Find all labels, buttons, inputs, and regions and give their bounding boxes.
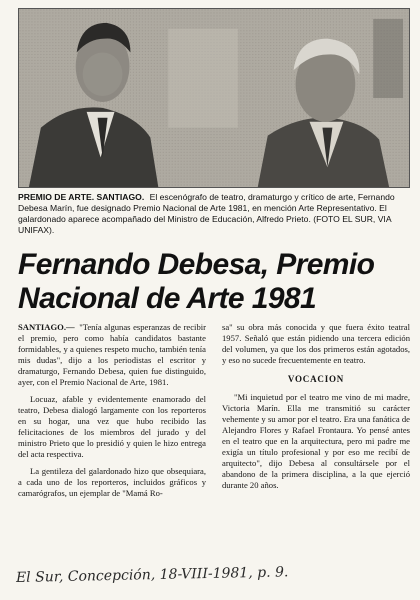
article-column-right	[222, 322, 410, 497]
article-paragraph-continued: sa" su obra más conocida y que fuera éxito teatral 1957. Señaló que están pidiendo una tercera edición del volumen, ya que los dos primeros están agotados, y eso no sucede frecuentemente en teatro.	[222, 322, 410, 365]
photo-caption	[18, 192, 410, 236]
subheading: VOCACION	[287, 374, 345, 384]
caption-text: El escenógrafo de teatro, dramaturgo y crítico de arte, Fernando Debesa Marín, fue designado Premio Nacional de Arte 1981, en mención Arte Representativo. El galardonado aparece acompañado del Ministro de Educación, Alfredo Prieto. (FOTO EL SUR, VIA UNIFAX).	[18, 192, 395, 235]
headline: Fernando Debesa, Premio Nacional de Arte 1981	[18, 248, 375, 315]
article-column-left	[18, 322, 206, 505]
caption-lead: PREMIO DE ARTE. SANTIAGO.	[18, 192, 145, 202]
paragraph-text: "Tenía algunas esperanzas de recibir el premio, pero como había candidatos bastante formidables, y a quienes respeto mucho, también tenía mis dudas", dijo a los periodistas el escritor y dramaturgo, Fernando Debesa, quien fue distinguido, ayer, con el Premio Nacional de Arte, 1981.	[18, 322, 206, 387]
handwritten-source-note: El Sur, Concepción, 18-VIII-1981, p. 9.	[15, 564, 289, 586]
dateline: SANTIAGO.—	[18, 322, 75, 332]
news-photo	[18, 8, 410, 188]
article-paragraph	[18, 322, 206, 388]
article-paragraph: Locuaz, afable y evidentemente enamorado del teatro, Debesa dialogó largamente con los reporteros en su hogar, una vez que hubo recibido las felicitaciones de los miembros del jurado y del ministro Prieto que lo presidió y quien le hizo entrega del acta respectiva.	[18, 394, 206, 459]
article-paragraph: La gentileza del galardonado hizo que obsequiara, a cada uno de los reporteros, incluidos gráficos y camarógrafos, un ejemplar de "Mamá Ro-	[18, 466, 206, 498]
article-paragraph: "Mi inquietud por el teatro me vino de mi madre, Victoria Marín. Ella me transmitió su carácter vehemente y su amor por el teatro. Era una fanática de Alejandro Flores y Rafael Frontaura. Yo pensé antes en el teatro que en la arquitectura, pero mi padre me exigía un título profesional y por eso me recibí de arquitecto", dijo Debesa al consultársele por el abandono de la primera disciplina, a la que ejerció durante 20 años.	[222, 392, 410, 490]
